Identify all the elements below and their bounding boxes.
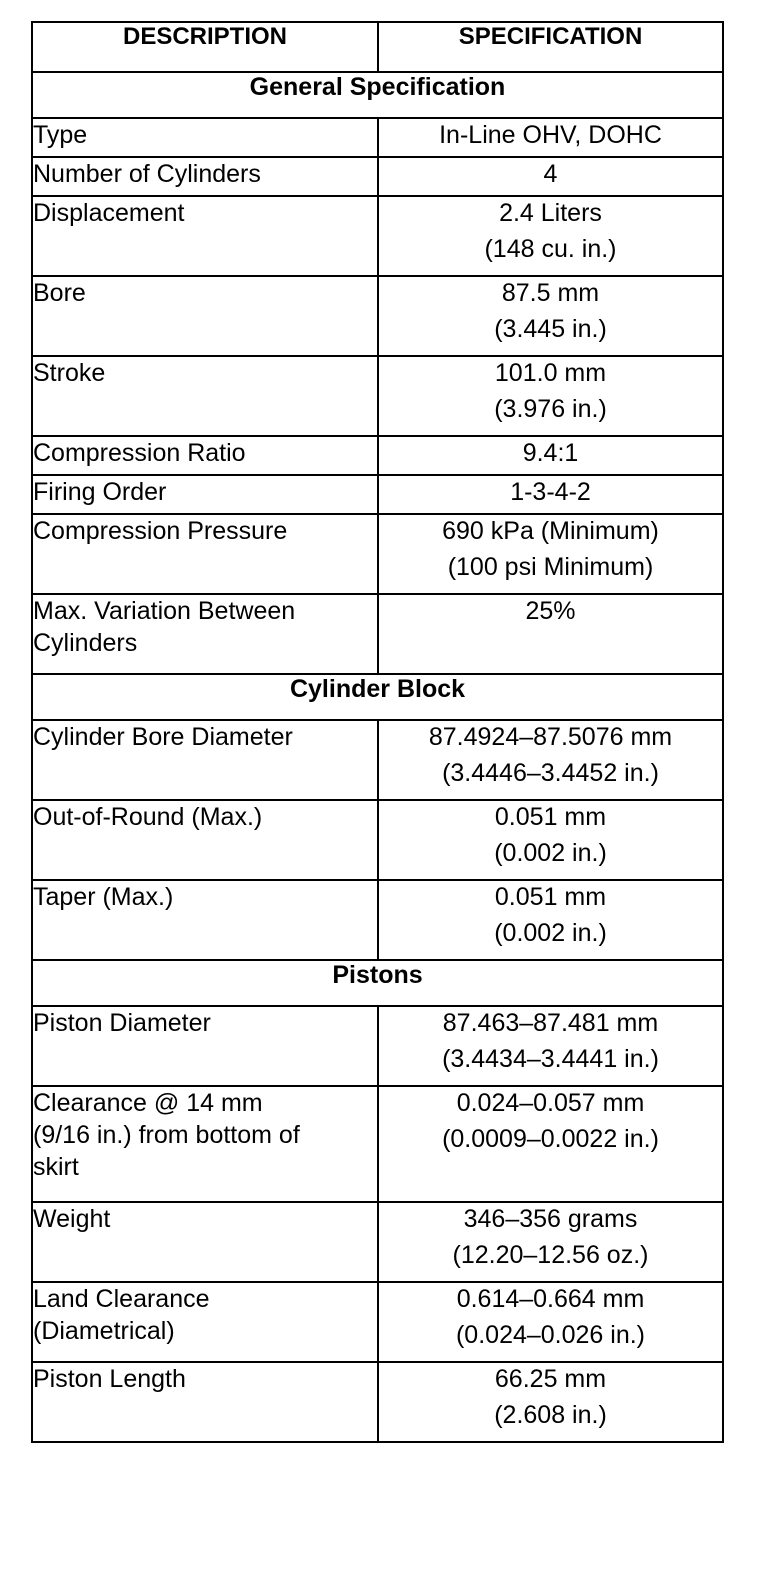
table-row [32,800,723,880]
specification-line: (2.608 in.) [494,1401,607,1429]
description-cell [32,1362,378,1442]
table-row [32,356,723,436]
specification-line: (100 psi Minimum) [447,553,654,581]
specification-line: 0.614–0.664 mm [456,1285,645,1313]
table-row [32,1006,723,1086]
specification-line: 101.0 mm [494,359,607,387]
description-line: Taper (Max.) [33,883,174,911]
specification-column-header: SPECIFICATION [378,22,723,72]
specification-cell [378,356,723,436]
table-row [32,436,723,475]
specification-line: 25% [525,597,576,625]
table-row [32,1086,723,1202]
description-cell [32,118,378,157]
description-line: Compression Ratio [33,439,246,467]
section-title: Cylinder Block [32,674,723,720]
specification-line: 66.25 mm [494,1365,607,1393]
description-cell [32,1202,378,1282]
description-cell [32,157,378,196]
section-title: Pistons [32,960,723,1006]
specification-line: (0.002 in.) [494,839,607,867]
section-header-row [32,72,723,118]
specification-line: 87.4924–87.5076 mm [428,723,673,751]
table-header-row [32,22,723,72]
description-line: Weight [33,1205,111,1233]
specification-cell [378,720,723,800]
description-line: Firing Order [33,478,167,506]
specification-cell [378,1086,723,1202]
specification-line: 0.024–0.057 mm [456,1089,645,1117]
specification-cell [378,1202,723,1282]
specification-line: 4 [543,160,558,188]
description-cell [32,1086,378,1202]
specification-line: 346–356 grams [463,1205,638,1233]
specification-line: (3.445 in.) [494,315,607,343]
specification-line: 9.4:1 [522,439,579,467]
description-cell [32,436,378,475]
specification-line: 690 kPa (Minimum) [442,517,659,545]
specification-cell [378,157,723,196]
section-title: General Specification [32,72,723,118]
specification-line: (3.4434–3.4441 in.) [442,1045,659,1073]
specification-line: 87.463–87.481 mm [442,1009,659,1037]
specification-line: (148 cu. in.) [484,235,617,263]
specification-line: (0.0009–0.0022 in.) [442,1125,659,1153]
specification-cell [378,880,723,960]
specification-line: 0.051 mm [494,883,607,911]
specification-cell [378,800,723,880]
specification-cell [378,118,723,157]
description-line: Bore [33,279,86,307]
description-cell [32,594,378,674]
description-line: Cylinders [33,629,138,657]
specification-line: 0.051 mm [494,803,607,831]
description-cell [32,356,378,436]
description-line: Displacement [33,199,185,227]
description-line: Piston Diameter [33,1009,211,1037]
section-header-row [32,674,723,720]
description-line: Clearance @ 14 mm [33,1089,263,1117]
description-line: Piston Length [33,1365,186,1393]
table-row [32,1362,723,1442]
description-line: (9/16 in.) from bottom of [33,1121,300,1149]
specification-cell [378,276,723,356]
description-line: Number of Cylinders [33,160,261,188]
description-column-header: DESCRIPTION [32,22,378,72]
specification-line: (3.976 in.) [494,395,607,423]
description-line: Compression Pressure [33,517,288,545]
description-line: (Diametrical) [33,1317,175,1345]
table-row [32,1202,723,1282]
specification-cell [378,1362,723,1442]
description-cell [32,800,378,880]
specification-line: (0.002 in.) [494,919,607,947]
specification-table [31,21,724,1443]
specification-cell [378,475,723,514]
specification-line: (3.4446–3.4452 in.) [442,759,659,787]
description-line: skirt [33,1153,79,1181]
specification-cell [378,436,723,475]
table-row [32,157,723,196]
table-row [32,514,723,594]
description-line: Type [33,121,88,149]
description-cell [32,880,378,960]
description-cell [32,1282,378,1362]
description-line: Cylinder Bore Diameter [33,723,293,751]
specification-line: 2.4 Liters [499,199,602,227]
table-row [32,720,723,800]
table-row [32,1282,723,1362]
specification-line: (0.024–0.026 in.) [455,1321,646,1349]
description-line: Stroke [33,359,106,387]
description-cell [32,1006,378,1086]
description-cell [32,276,378,356]
description-cell [32,475,378,514]
specification-line: (12.20–12.56 oz.) [452,1241,649,1269]
specification-line: 87.5 mm [501,279,600,307]
table-row [32,196,723,276]
specification-cell [378,1282,723,1362]
description-line: Max. Variation Between [33,597,296,625]
table-row [32,118,723,157]
table-row [32,276,723,356]
specification-cell [378,196,723,276]
description-cell [32,720,378,800]
description-cell [32,196,378,276]
specification-line: 1-3-4-2 [510,478,591,506]
section-header-row [32,960,723,1006]
specification-cell [378,1006,723,1086]
specification-cell [378,514,723,594]
specification-line: In-Line OHV, DOHC [439,121,662,149]
specification-cell [378,594,723,674]
table-row [32,475,723,514]
table-row [32,594,723,674]
description-line: Land Clearance [33,1285,210,1313]
table-body [32,72,723,1442]
description-line: Out-of-Round (Max.) [33,803,263,831]
description-cell [32,514,378,594]
table-row [32,880,723,960]
